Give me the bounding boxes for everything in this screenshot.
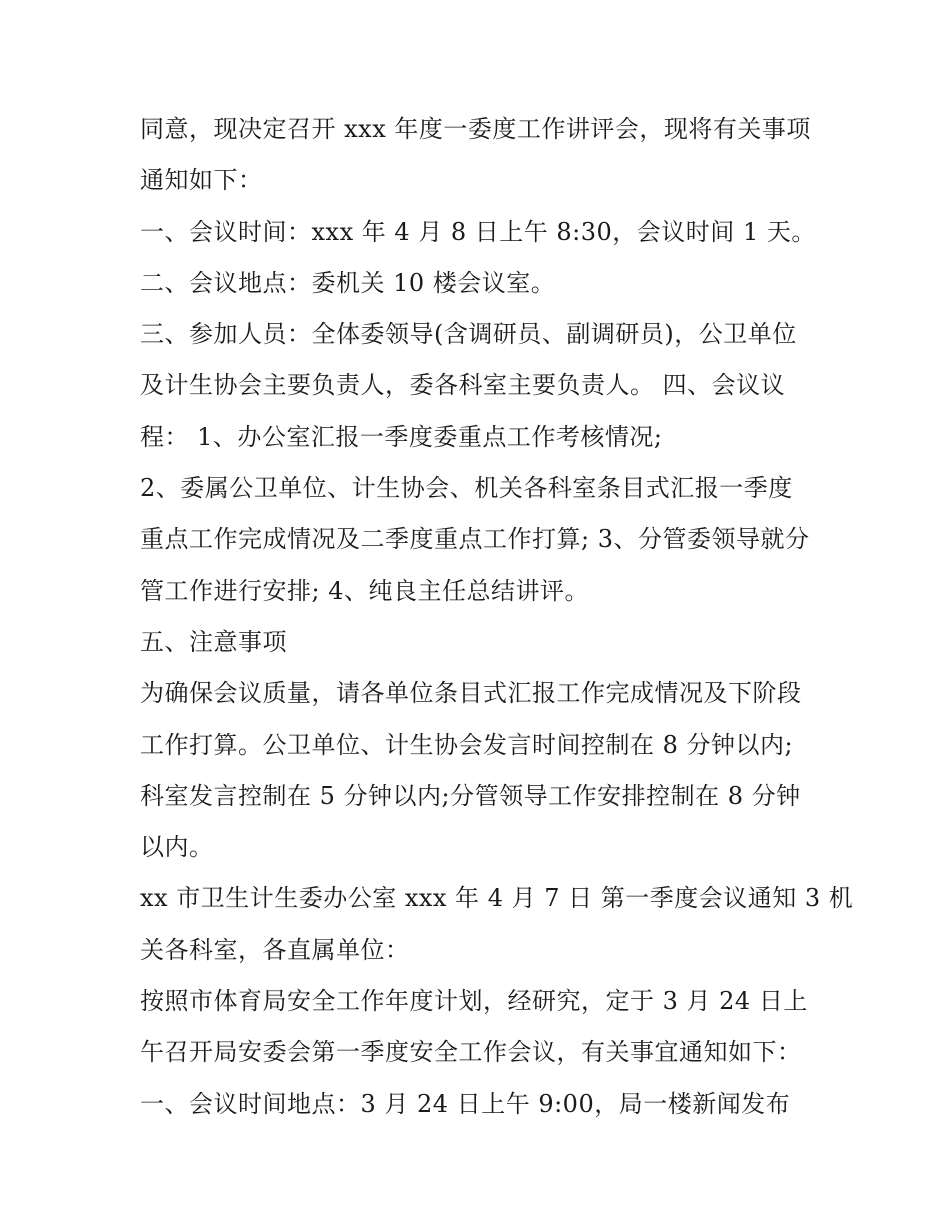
section-heading: 五、注意事项 <box>140 627 287 656</box>
text-line: 科室发言控制在 5 分钟以内;分管领导工作安排控制在 8 分钟 <box>140 781 801 810</box>
text-line: 按照市体育局安全工作年度计划，经研究，定于 3 月 24 日上 <box>140 987 808 1016</box>
document-body <box>140 104 854 1130</box>
text-line: 二、会议地点：委机关 10 楼会议室。 <box>140 268 556 297</box>
text-line: 重点工作完成情况及二季度重点工作打算; 3、分管委领导就分 <box>140 525 810 554</box>
text-line: 以内。 <box>140 833 214 862</box>
text-line: 三、参加人员：全体委领导(含调研员、副调研员)，公卫单位 <box>140 320 797 349</box>
text-line: 及计生协会主要负责人，委各科室主要负责人。 四、会议议 <box>140 371 786 400</box>
text-line: 工作打算。公卫单位、计生协会发言时间控制在 8 分钟以内; <box>140 730 794 759</box>
text-line: 2、委属公卫单位、计生协会、机关各科室条目式汇报一季度 <box>140 474 793 503</box>
text-line: 程： 1、办公室汇报一季度委重点工作考核情况; <box>140 422 663 451</box>
text-line: 一、会议时间地点：3 月 24 日上午 9:00，局一楼新闻发布 <box>140 1089 791 1118</box>
text-line: 午召开局安委会第一季度安全工作会议，有关事宜通知如下： <box>140 1038 802 1067</box>
text-line: 同意，现决定召开 xxx 年度一委度工作讲评会，现将有关事项 <box>140 115 811 143</box>
text-line: 一、会议时间：xxx 年 4 月 8 日上午 8:30，会议时间 1 天。 <box>140 217 816 246</box>
text-line: xx 市卫生计生委办公室 xxx 年 4 月 7 日 第一季度会议通知 3 机 <box>140 884 854 913</box>
text-line: 关各科室，各直属单位： <box>140 935 410 964</box>
text-line: 为确保会议质量，请各单位条目式汇报工作完成情况及下阶段 <box>140 679 802 708</box>
text-line: 管工作进行安排; 4、纯良主任总结讲评。 <box>140 576 589 605</box>
text-line: 通知如下： <box>140 166 263 195</box>
